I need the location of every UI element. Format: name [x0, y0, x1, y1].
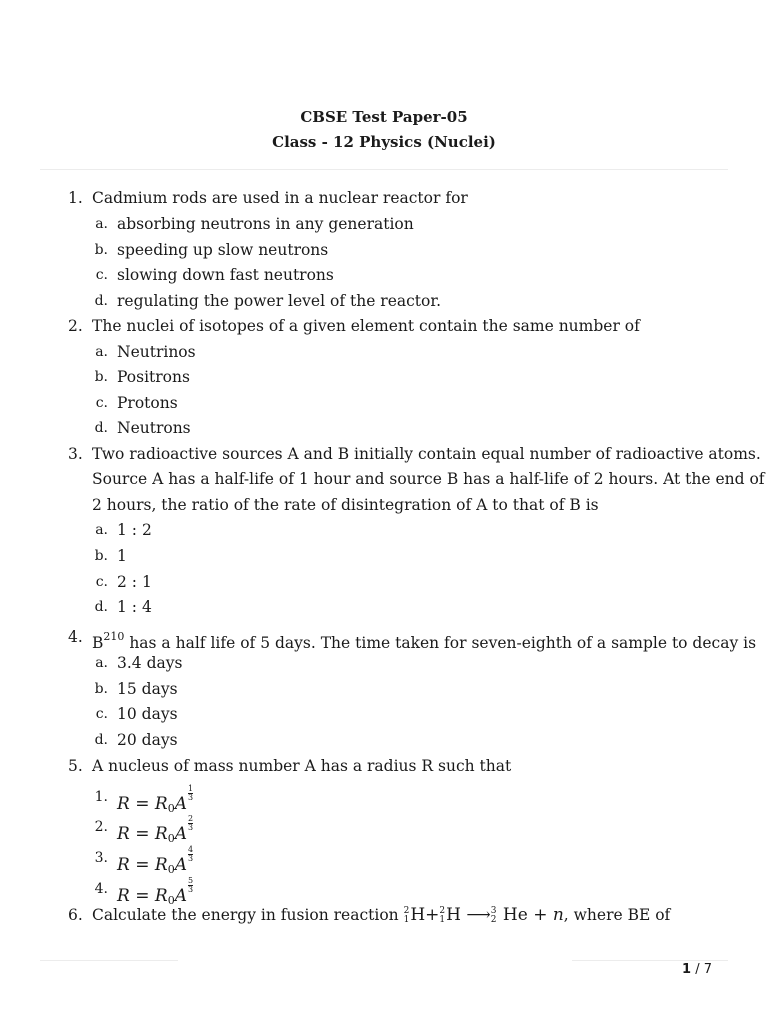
option-label: 1.	[94, 789, 108, 805]
option-label: c.	[95, 267, 108, 283]
page-title: CBSE Test Paper-05	[300, 108, 468, 126]
option-text: absorbing neutrons in any generation	[117, 215, 414, 233]
option-label: 3.	[94, 850, 108, 866]
option-formula: R = R0A $\frac{4}{3}$	[117, 845, 194, 876]
option-label: c.	[95, 706, 108, 722]
option-formula: R = R0A $\frac{2}{3}$	[117, 814, 194, 845]
question-4-body: has a half life of 5 days. The time taken for seven-eighth of a sample to decay is	[129, 634, 757, 652]
option-text: 3.4 days	[117, 654, 183, 672]
option-text: Neutrinos	[117, 343, 196, 361]
header-divider	[40, 169, 728, 170]
option-label: d.	[94, 420, 108, 436]
option-text: 2 : 1	[117, 573, 152, 591]
page-subtitle: Class - 12 Physics (Nuclei)	[272, 133, 496, 151]
footer-divider	[572, 960, 728, 961]
question-1-text: Cadmium rods are used in a nuclear reactor for	[92, 189, 468, 207]
option-label: a.	[95, 522, 108, 538]
question-6-text: Calculate the energy in fusion reaction 2 1 H+ 2 1 H ⟶ 3 2 He + n, where BE of	[92, 905, 671, 925]
page-indicator: 1 / 7	[682, 962, 712, 977]
option-label: a.	[95, 655, 108, 671]
option-text: Protons	[117, 394, 178, 412]
option-text: 1 : 2	[117, 521, 152, 539]
option-label: d.	[94, 732, 108, 748]
option-text: 15 days	[117, 680, 178, 698]
question-3-text-line-1: Two radioactive sources A and B initially contain equal number of radioactive atoms.	[92, 445, 761, 463]
option-text: 10 days	[117, 705, 178, 723]
option-text: Positrons	[117, 368, 190, 386]
option-text: regulating the power level of the reactor.	[117, 292, 441, 310]
option-label: b.	[94, 681, 108, 697]
option-formula: R = R0A $\frac{1}{3}$	[117, 784, 194, 815]
question-5-number: 5.	[68, 757, 83, 775]
option-formula: R = R0A $\frac{5}{3}$	[117, 876, 194, 907]
footer-divider	[40, 960, 178, 961]
fusion-equation: 2 1 H+ 2 1 H ⟶ 3 2 He + n	[403, 905, 564, 925]
question-3-number: 3.	[68, 445, 83, 463]
option-label: b.	[94, 548, 108, 564]
option-text: speeding up slow neutrons	[117, 241, 329, 259]
question-3-text-line-2: Source A has a half-life of 1 hour and source B has a half-life of 2 hours. At the end of	[92, 470, 765, 488]
question-2-text: The nuclei of isotopes of a given element contain the same number of	[92, 317, 640, 335]
question-2-number: 2.	[68, 317, 83, 335]
option-text: 1 : 4	[117, 598, 152, 616]
element-symbol: B	[92, 634, 104, 652]
question-5-text: A nucleus of mass number A has a radius R such that	[92, 757, 512, 775]
option-text: slowing down fast neutrons	[117, 266, 334, 284]
mass-superscript: 210	[103, 630, 125, 643]
option-label: d.	[94, 293, 108, 309]
question-1-number: 1.	[68, 189, 83, 207]
option-text: 1	[117, 547, 127, 565]
option-label: b.	[94, 369, 108, 385]
option-label: 4.	[94, 881, 108, 897]
option-label: c.	[95, 574, 108, 590]
option-label: a.	[95, 216, 108, 232]
option-label: a.	[95, 344, 108, 360]
question-4-number: 4.	[68, 628, 83, 646]
option-label: c.	[95, 395, 108, 411]
option-label: d.	[94, 599, 108, 615]
option-text: 20 days	[117, 731, 178, 749]
question-6-number: 6.	[68, 906, 83, 924]
question-4-text	[92, 627, 756, 653]
option-text: Neutrons	[117, 419, 191, 437]
question-3-text-line-3: 2 hours, the ratio of the rate of disintegration of A to that of B is	[92, 496, 599, 514]
option-label: b.	[94, 242, 108, 258]
option-label: 2.	[94, 819, 108, 835]
